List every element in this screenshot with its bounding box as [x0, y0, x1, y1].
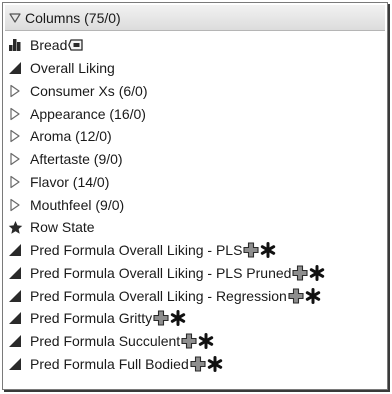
column-label: Consumer Xs (6/0)	[30, 82, 148, 99]
formula-plus-icon	[181, 333, 197, 349]
group-triangle-icon[interactable]	[6, 197, 24, 213]
column-label: Pred Formula Overall Liking - PLS	[30, 242, 243, 259]
formula-plus-icon	[243, 242, 259, 258]
group-triangle-icon[interactable]	[6, 83, 24, 99]
column-list-item[interactable]	[3, 102, 387, 125]
column-list-item[interactable]	[3, 171, 387, 194]
column-list-item[interactable]	[3, 330, 387, 353]
nominal-icon	[6, 37, 24, 53]
star-icon	[6, 219, 24, 235]
collapse-triangle-icon[interactable]	[8, 11, 22, 25]
continuous-icon	[6, 310, 24, 326]
column-label: Pred Formula Gritty	[30, 310, 153, 327]
column-list-item[interactable]	[3, 148, 387, 171]
continuous-icon	[6, 242, 24, 258]
column-list	[3, 34, 387, 375]
group-triangle-icon[interactable]	[6, 174, 24, 190]
column-list-item[interactable]	[3, 193, 387, 216]
column-list-item[interactable]	[3, 34, 387, 57]
label-tag-icon	[68, 39, 84, 51]
formula-plus-icon	[292, 265, 308, 281]
column-list-item[interactable]	[3, 353, 387, 376]
column-label: Aroma (12/0)	[30, 128, 112, 145]
column-label: Pred Formula Overall Liking - Regression	[30, 287, 287, 304]
column-label: Mouthfeel (9/0)	[30, 196, 125, 213]
asterisk-icon	[309, 265, 325, 281]
column-label: Row State	[30, 219, 95, 236]
asterisk-icon	[198, 333, 214, 349]
column-list-item[interactable]	[3, 80, 387, 103]
column-list-item[interactable]	[3, 57, 387, 80]
column-label: Pred Formula Succulent	[30, 333, 181, 350]
group-triangle-icon[interactable]	[6, 151, 24, 167]
formula-plus-icon	[190, 356, 206, 372]
column-list-item[interactable]	[3, 125, 387, 148]
asterisk-icon	[305, 288, 321, 304]
continuous-icon	[6, 288, 24, 304]
group-triangle-icon[interactable]	[6, 106, 24, 122]
column-label: Overall Liking	[30, 60, 115, 77]
group-triangle-icon[interactable]	[6, 128, 24, 144]
column-label: Appearance (16/0)	[30, 105, 146, 122]
asterisk-icon	[207, 356, 223, 372]
column-label: Pred Formula Full Bodied	[30, 355, 189, 372]
column-list-item[interactable]	[3, 262, 387, 285]
continuous-icon	[6, 265, 24, 281]
column-list-item[interactable]	[3, 216, 387, 239]
asterisk-icon	[170, 310, 186, 326]
column-label: Flavor (14/0)	[30, 173, 110, 190]
column-list-item[interactable]	[3, 284, 387, 307]
formula-plus-icon	[288, 288, 304, 304]
columns-panel-title: Columns (75/0)	[25, 9, 121, 26]
formula-plus-icon	[153, 310, 169, 326]
continuous-icon	[6, 333, 24, 349]
continuous-icon	[6, 356, 24, 372]
column-list-item[interactable]	[3, 307, 387, 330]
continuous-icon	[6, 60, 24, 76]
column-label: Aftertaste (9/0)	[30, 151, 123, 168]
asterisk-icon	[260, 242, 276, 258]
column-label: Bread	[30, 37, 68, 54]
columns-panel	[2, 2, 388, 390]
columns-panel-header[interactable]	[5, 5, 385, 31]
column-list-item[interactable]	[3, 239, 387, 262]
column-label: Pred Formula Overall Liking - PLS Pruned	[30, 264, 292, 281]
